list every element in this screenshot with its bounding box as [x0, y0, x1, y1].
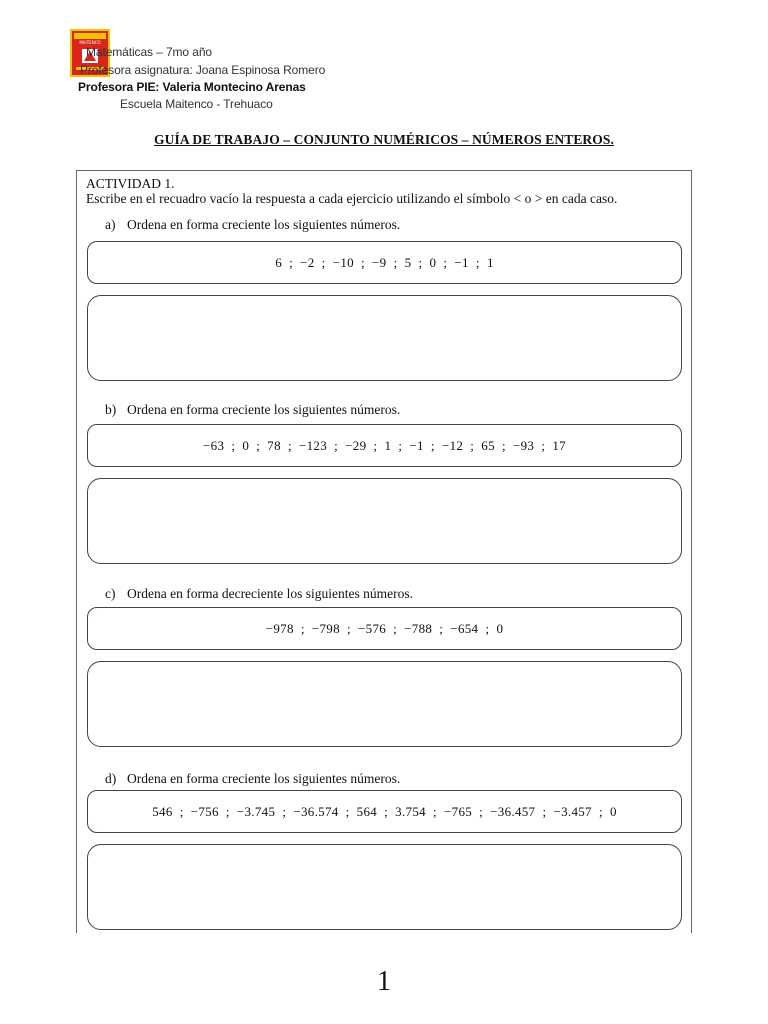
exercise-a-numbers: 6 ; −2 ; −10 ; −9 ; 5 ; 0 ; −1 ; 1 [87, 241, 682, 284]
exercise-c-numbers: −978 ; −798 ; −576 ; −788 ; −654 ; 0 [87, 607, 682, 650]
exercise-a-prompt [105, 217, 400, 233]
exercise-c-prompt [105, 586, 413, 602]
exercise-c-answer-box[interactable] [87, 661, 682, 747]
activity-title: ACTIVIDAD 1. [86, 176, 175, 191]
exercise-d-prompt [105, 771, 400, 787]
exercise-d-answer-box[interactable] [87, 844, 682, 930]
header-school: Escuela Maitenco - Trehuaco [120, 97, 273, 111]
exercise-label: d) [105, 771, 117, 786]
exercise-text: Ordena en forma creciente los siguientes números. [127, 217, 401, 232]
header-pie-teacher: Profesora PIE: Valeria Montecino Arenas [78, 80, 306, 94]
exercise-text: Ordena en forma decreciente los siguientes números. [127, 586, 414, 601]
exercise-label: a) [105, 217, 116, 232]
exercise-label: c) [105, 586, 116, 601]
exercise-a-answer-box[interactable] [87, 295, 682, 381]
exercise-b-prompt [105, 402, 400, 418]
header-subject: Matemáticas – 7mo año [86, 45, 212, 59]
activity-instruction: Escribe en el recuadro vacío la respuesta a cada ejercicio utilizando el símbolo < o > en cada caso. [86, 191, 618, 206]
page-number: 1 [377, 966, 391, 997]
header-teacher: Profesora asignatura: Joana Espinosa Romero [80, 63, 326, 77]
exercise-text: Ordena en forma creciente los siguientes números. [127, 402, 401, 417]
exercise-b-numbers: −63 ; 0 ; 78 ; −123 ; −29 ; 1 ; −1 ; −12 ; 65 ; −93 ; 17 [87, 424, 682, 467]
exercise-label: b) [105, 402, 117, 417]
logo-text: MAITENCO [79, 40, 101, 45]
page-title: GUÍA DE TRABAJO – CONJUNTO NUMÉRICOS – NÚMEROS ENTEROS. [154, 132, 614, 147]
exercise-d-numbers: 546 ; −756 ; −3.745 ; −36.574 ; 564 ; 3.754 ; −765 ; −36.457 ; −3.457 ; 0 [87, 790, 682, 833]
exercise-b-answer-box[interactable] [87, 478, 682, 564]
exercise-text: Ordena en forma creciente los siguientes números. [127, 771, 401, 786]
